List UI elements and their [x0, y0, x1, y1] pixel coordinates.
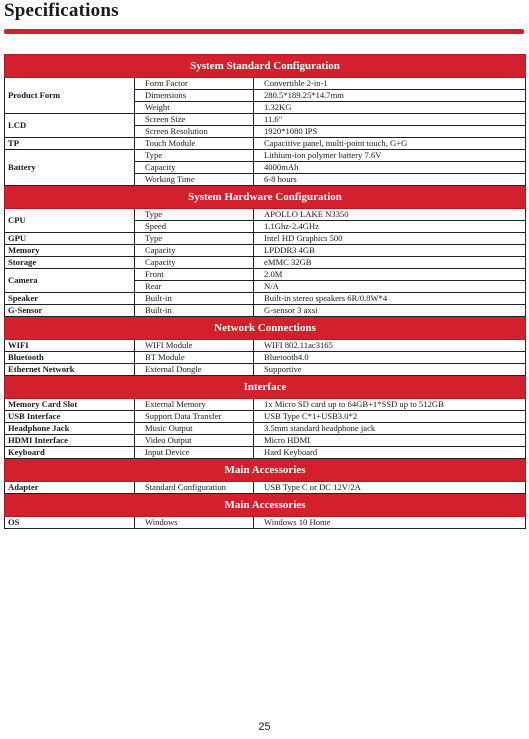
section-header-row [5, 459, 526, 482]
spec-category: Memory [5, 245, 135, 257]
spec-item: Capacity [135, 245, 254, 257]
spec-category: Storage [5, 257, 135, 269]
spec-category: WIFI [5, 340, 135, 352]
spec-item: Weight [135, 102, 254, 114]
spec-item: Video Output [135, 435, 254, 447]
spec-value: 2.0M [254, 269, 526, 281]
spec-item: Windows [135, 517, 254, 529]
spec-item: Front [135, 269, 254, 281]
spec-value: 4000mAh [254, 162, 526, 174]
spec-item: BT Module [135, 352, 254, 364]
spec-category: CPU [5, 209, 135, 233]
spec-row [5, 435, 526, 447]
spec-item: Speed [135, 221, 254, 233]
spec-category: LCD [5, 114, 135, 138]
spec-category: Keyboard [5, 447, 135, 459]
spec-item: Standard Configuration [135, 482, 254, 494]
spec-item: Type [135, 209, 254, 221]
spec-row [5, 257, 526, 269]
spec-row [5, 364, 526, 376]
section-title: Network Connections [5, 317, 526, 340]
spec-item: Form Factor [135, 78, 254, 90]
section-header-row [5, 376, 526, 399]
spec-item: Screen Size [135, 114, 254, 126]
spec-category: Camera [5, 269, 135, 293]
spec-category: GPU [5, 233, 135, 245]
spec-value: 3.5mm standard headphone jack [254, 423, 526, 435]
spec-item: Rear [135, 281, 254, 293]
spec-item: Dimensions [135, 90, 254, 102]
spec-category: G-Sensor [5, 305, 135, 317]
spec-row [5, 269, 526, 281]
spec-row [5, 233, 526, 245]
spec-value: WIFI 802.11ac3165 [254, 340, 526, 352]
page-title: Specifications [4, 0, 119, 21]
spec-value: 1920*1080 IPS [254, 126, 526, 138]
spec-value: Intel HD Graphics 500 [254, 233, 526, 245]
spec-row [5, 423, 526, 435]
spec-category: Speaker [5, 293, 135, 305]
page-number: 25 [258, 721, 271, 733]
spec-value: Hard Keyboard [254, 447, 526, 459]
spec-row [5, 517, 526, 529]
spec-category: Bluetooth [5, 352, 135, 364]
spec-category: Battery [5, 150, 135, 186]
spec-item: Screen Resolution [135, 126, 254, 138]
section-title: Interface [5, 376, 526, 399]
spec-item: Working Time [135, 174, 254, 186]
spec-value: eMMC 32GB [254, 257, 526, 269]
spec-row [5, 293, 526, 305]
title-rule [4, 29, 524, 34]
specifications-table [4, 54, 526, 529]
section-title: System Standard Configuration [5, 55, 526, 78]
spec-row [5, 245, 526, 257]
spec-row [5, 352, 526, 364]
spec-row [5, 447, 526, 459]
spec-value: 1x Micro SD card up to 64GB+1*SSD up to 512GB [254, 399, 526, 411]
spec-category: OS [5, 517, 135, 529]
spec-value: 1.1Ghz-2.4GHz [254, 221, 526, 233]
spec-item: Built-in [135, 293, 254, 305]
spec-value: APOLLO LAKE N3350 [254, 209, 526, 221]
spec-item: External Dongle [135, 364, 254, 376]
spec-item: Support Data Transfer [135, 411, 254, 423]
spec-row [5, 138, 526, 150]
spec-value: N/A [254, 281, 526, 293]
spec-value: 1.32KG [254, 102, 526, 114]
section-title: Main Accessories [5, 459, 526, 482]
spec-row [5, 114, 526, 126]
spec-value: USB Type C or DC 12V/2A [254, 482, 526, 494]
spec-item: Capacity [135, 257, 254, 269]
spec-category: Headphone Jack [5, 423, 135, 435]
section-header-row [5, 186, 526, 209]
spec-row [5, 150, 526, 162]
spec-value: Micro HDMI [254, 435, 526, 447]
spec-row [5, 209, 526, 221]
spec-category: Product Form [5, 78, 135, 114]
spec-value: Lithium-ion polymer battery 7.6V [254, 150, 526, 162]
spec-row [5, 305, 526, 317]
spec-item: WIFI Module [135, 340, 254, 352]
specifications-table-body [5, 55, 526, 529]
spec-value: Windows 10 Home [254, 517, 526, 529]
spec-item: Type [135, 150, 254, 162]
spec-item: External Memory [135, 399, 254, 411]
spec-category: Adapter [5, 482, 135, 494]
spec-value: USB Type C*1+USB3.0*2 [254, 411, 526, 423]
spec-value: Bluetooth4.0 [254, 352, 526, 364]
spec-row [5, 78, 526, 90]
spec-value: G-sensor 3 axsi [254, 305, 526, 317]
spec-row [5, 411, 526, 423]
spec-category: HDMI Interface [5, 435, 135, 447]
spec-value: LPDDR3 4GB [254, 245, 526, 257]
spec-item: Input Device [135, 447, 254, 459]
section-header-row [5, 55, 526, 78]
spec-value: 280.5*189.25*14.7mm [254, 90, 526, 102]
spec-category: USB Interface [5, 411, 135, 423]
section-header-row [5, 494, 526, 517]
spec-category: Ethernet Network [5, 364, 135, 376]
spec-row [5, 340, 526, 352]
spec-item: Type [135, 233, 254, 245]
spec-value: 6-8 hours [254, 174, 526, 186]
section-title: System Hardware Configuration [5, 186, 526, 209]
spec-item: Touch Module [135, 138, 254, 150]
section-header-row [5, 317, 526, 340]
spec-value: Supportive [254, 364, 526, 376]
spec-item: Music Output [135, 423, 254, 435]
spec-row [5, 399, 526, 411]
section-title: Main Accessories [5, 494, 526, 517]
spec-item: Capacity [135, 162, 254, 174]
spec-item: Built-in [135, 305, 254, 317]
spec-row [5, 482, 526, 494]
spec-category: Memory Card Slot [5, 399, 135, 411]
spec-value: Convertible 2-in-1 [254, 78, 526, 90]
spec-value: 11.6" [254, 114, 526, 126]
spec-value: Capacitive panel, multi-point touch, G+G [254, 138, 526, 150]
spec-category: TP [5, 138, 135, 150]
spec-value: Built-in stereo speakers 6R/0.8W*4 [254, 293, 526, 305]
